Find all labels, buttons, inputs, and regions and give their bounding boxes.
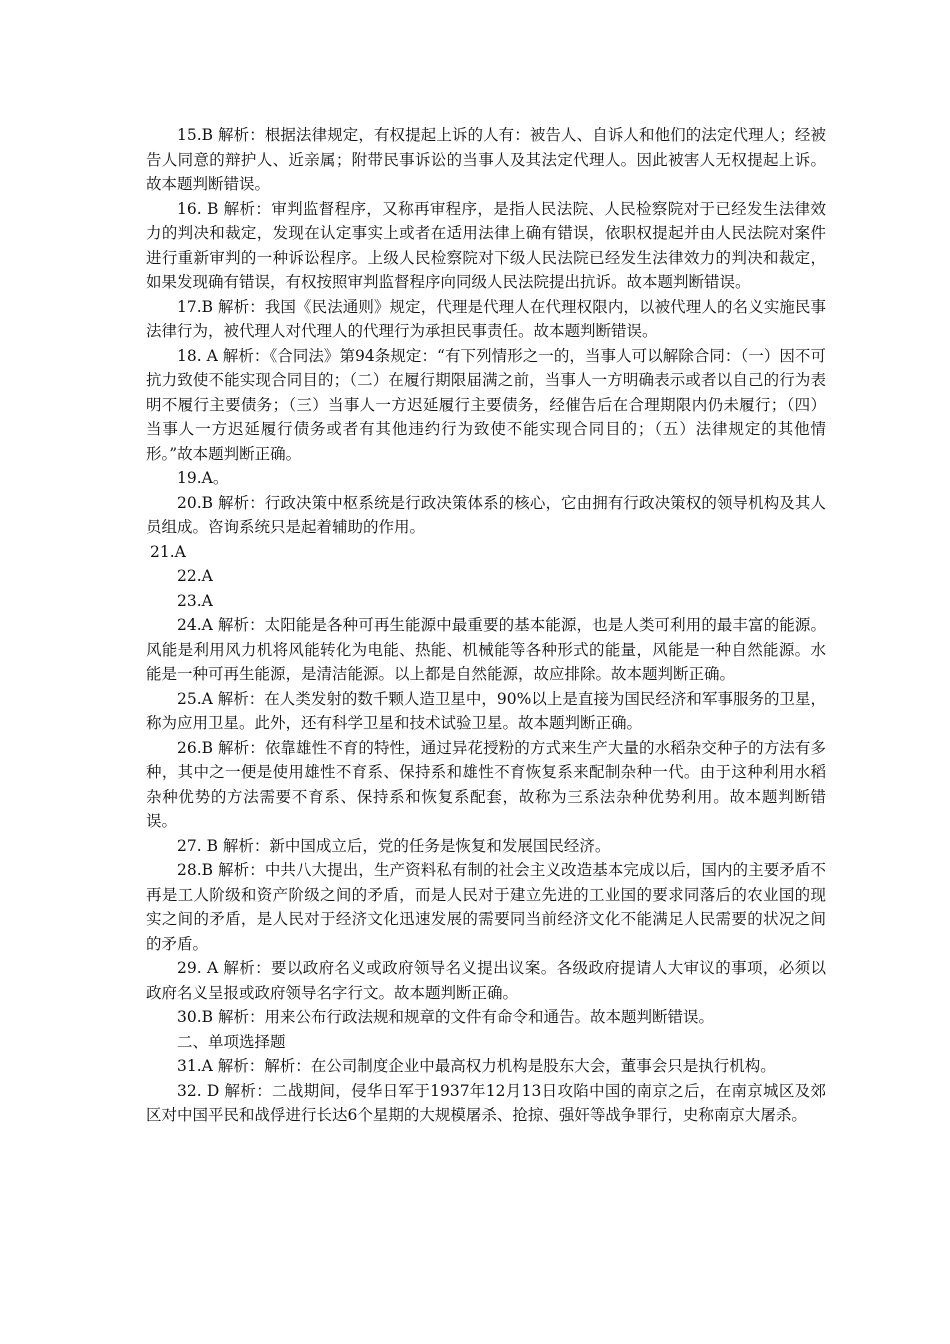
answer-16: 16. B 解析：审判监督程序，又称再审程序，是指人民法院、人民检察院对于已经发生法律效力的判决和裁定，发现在认定事实上或者在适用法律上确有错误，依职权提起并由人民法院对案件进行重新审判的一种诉讼程序。上级人民检察院对下级人民法院已经发生法律效力的判决和裁定，如果发现确有错误，有权按照审判监督程序向同级人民法院提出抗诉。故本题判断错误。 <box>146 199 826 291</box>
answer-30: 30.B 解析：用来公布行政法规和规章的文件有命令和通告。故本题判断错误。 <box>177 1008 714 1026</box>
answer-29: 29. A 解析：要以政府名义或政府领导名义提出议案。各级政府提请人大审议的事项，必须以政府名义呈报或政府领导名字行文。故本题判断正确。 <box>146 959 826 1002</box>
answer-17: 17.B 解析：我国《民法通则》规定，代理是代理人在代理权限内，以被代理人的名义实施民事法律行为，被代理人对代理人的代理行为承担民事责任。故本题判断错误。 <box>146 297 826 340</box>
answer-27: 27. B 解析：新中国成立后，党的任务是恢复和发展国民经济。 <box>177 836 611 855</box>
answer-explanations <box>146 123 826 1128</box>
answer-22: 22.A <box>177 567 213 585</box>
answer-15: 15.B 解析：根据法律规定，有权提起上诉的人有：被告人、自诉人和他们的法定代理人；经被告人同意的辩护人、近亲属；附带民事诉讼的当事人及其法定代理人。因此被害人无权提起上诉。故本题判断错误。 <box>146 126 826 193</box>
answer-24: 24.A 解析：太阳能是各种可再生能源中最重要的基本能源，也是人类可利用的最丰富的能源。风能是利用风力机将风能转化为电能、热能、机械能等各种形式的能量，风能是一种自然能源。水能是一种可再生能源，是清洁能源。以上都是自然能源，故应排除。故本题判断正确。 <box>146 616 826 683</box>
section-heading-single-choice: 二、单项选择题 <box>177 1032 286 1051</box>
answer-26: 26.B 解析：依靠雄性不育的特性，通过异花授粉的方式来生产大量的水稻杂交种子的方法有多种，其中之一便是使用雄性不育系、保持系和雄性不育恢复系来配制杂种一代。由于这种利用水稻杂种优势的方法需要不育系、保持系和恢复系配套，故称为三系法杂种优势利用。故本题判断错误。 <box>146 738 826 830</box>
answer-19: 19.A。 <box>177 469 229 487</box>
answer-32: 32. D 解析：二战期间，侵华日军于1937年12月13日攻陷中国的南京之后，在南京城区及郊区对中国平民和战俘进行长达6个星期的大规模屠杀、抢掠、强奸等战争罪行，史称南京大屠杀。 <box>146 1081 826 1124</box>
answer-18: 18. A 解析：《合同法》第94条规定：“有下列情形之一的，当事人可以解除合同：（一）因不可抗力致使不能实现合同目的；（二）在履行期限届满之前，当事人一方明确表示或者以自己的行为表明不履行主要债务；（三）当事人一方迟延履行主要债务，经催告后在合理期限内仍未履行；（四）当事人一方迟延履行债务或者有其他违约行为致使不能实现合同目的；（五）法律规定的其他情形。”故本题判断正确。 <box>146 346 826 463</box>
answer-21: 21.A <box>150 542 186 561</box>
answer-31: 31.A 解析：解析：在公司制度企业中最高权力机构是股东大会，董事会只是执行机构。 <box>177 1057 776 1075</box>
answer-23: 23.A <box>177 591 213 610</box>
answer-20: 20.B 解析：行政决策中枢系统是行政决策体系的核心，它由拥有行政决策权的领导机构及其人员组成。咨询系统只是起着辅助的作用。 <box>146 493 826 536</box>
answer-28: 28.B 解析：中共八大提出，生产资料私有制的社会主义改造基本完成以后，国内的主要矛盾不再是工人阶级和资产阶级之间的矛盾，而是人民对于建立先进的工业国的要求同落后的农业国的现实之间的矛盾，是人民对于经济文化迅速发展的需要同当前经济文化不能满足人民需要的状况之间的矛盾。 <box>146 861 826 953</box>
answer-25: 25.A 解析：在人类发射的数千颗人造卫星中，90%以上是直接为国民经济和军事服务的卫星，称为应用卫星。此外，还有科学卫星和技术试验卫星。故本题判断正确。 <box>146 689 826 732</box>
